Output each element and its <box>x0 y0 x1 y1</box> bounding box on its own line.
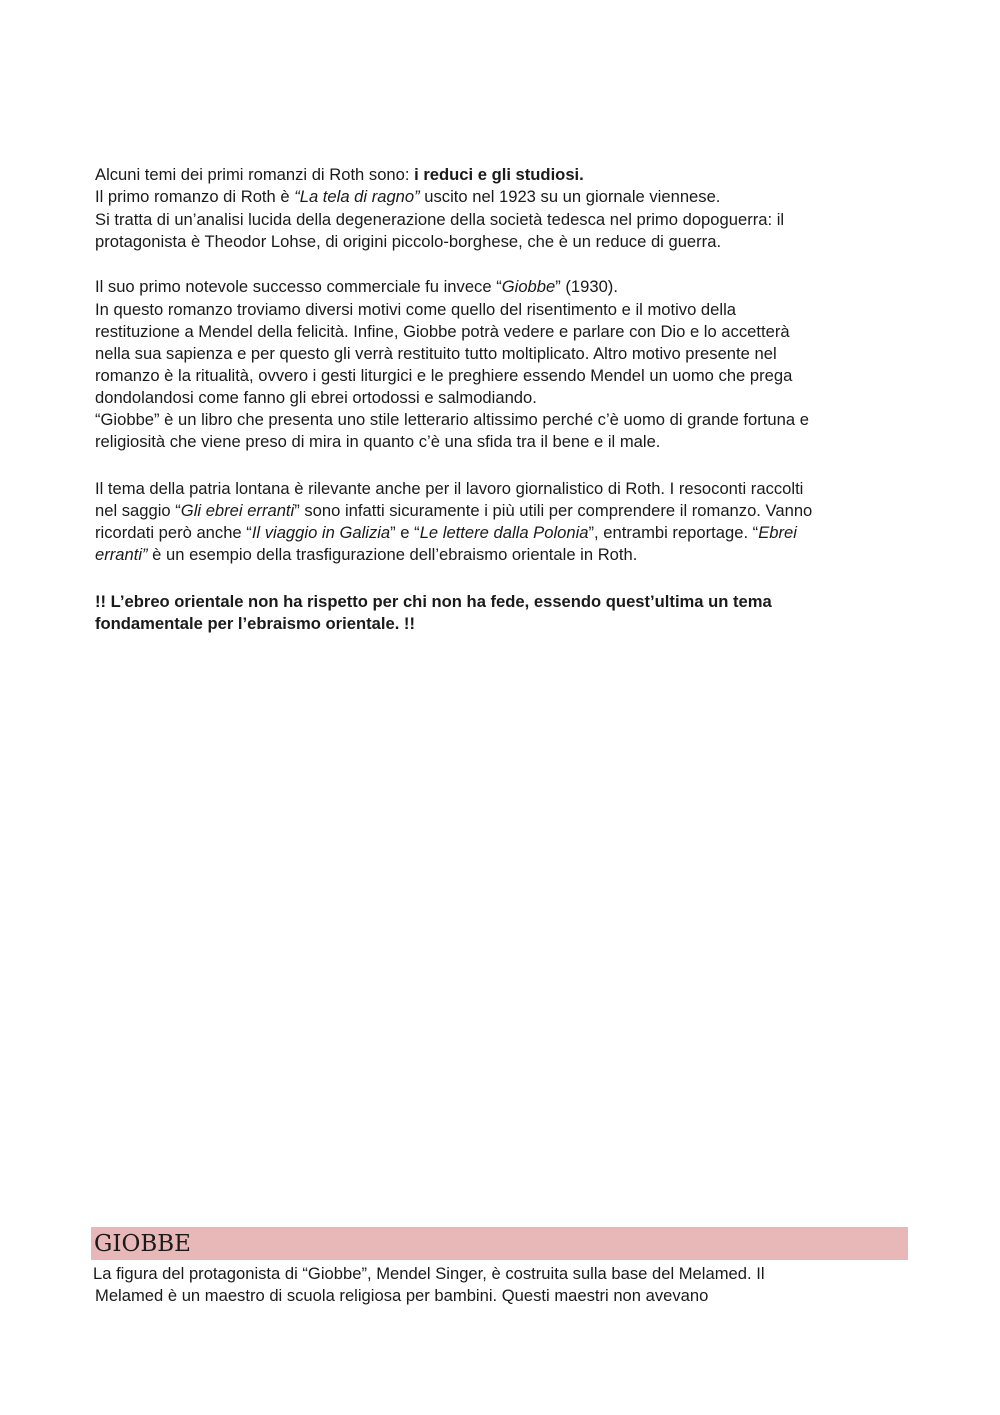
section-heading-bar <box>91 1227 908 1260</box>
p2-line-7: “Giobbe” è un libro che presenta uno stile letterario altissimo perché c’è uomo di grande fortuna e <box>95 410 809 429</box>
p3-line-3 <box>95 522 797 544</box>
section-line-1: La figura del protagonista di “Giobbe”, Mendel Singer, è costruita sulla base del Melamed. Il <box>93 1264 765 1283</box>
section-line-2: Melamed è un maestro di scuola religiosa per bambini. Questi maestri non avevano <box>95 1286 709 1305</box>
bold-text: !! L’ebreo orientale non ha rispetto per chi non ha fede, essendo quest’ultima un tema <box>95 592 772 611</box>
p1-line-4: protagonista è Theodor Lohse, di origini piccolo-borghese, che è un reduce di guerra. <box>95 232 722 251</box>
italic-title: Ebrei <box>758 523 797 542</box>
italic-title: “La tela di ragno” <box>294 187 420 206</box>
text-run: nel saggio “ <box>95 501 181 520</box>
italic-title: Il viaggio in Galizia <box>251 523 391 542</box>
p3-line-1: Il tema della patria lontana è rilevante anche per il lavoro giornalistico di Roth. I resoconti raccolti <box>95 479 804 498</box>
italic-title: Giobbe <box>501 277 556 296</box>
italic-title: Gli ebrei erranti <box>180 501 295 520</box>
p2-line-8: religiosità che viene preso di mira in quanto c’è una sfida tra il bene e il male. <box>95 432 661 451</box>
italic-title: erranti” <box>95 545 148 564</box>
text-run: Alcuni temi dei primi romanzi di Roth sono: <box>95 165 415 184</box>
bold-text: i reduci e gli studiosi. <box>414 165 584 184</box>
p2-line-6: dondolandosi come fanno gli ebrei ortodossi e salmodiando. <box>95 388 537 407</box>
p2-line-3: restituzione a Mendel della felicità. Infine, Giobbe potrà vedere e parlare con Dio e lo accetterà <box>95 322 790 341</box>
bold-text: fondamentale per l’ebraismo orientale. !! <box>95 614 415 633</box>
p4-line-2 <box>95 613 415 635</box>
text-run: Il suo primo notevole successo commerciale fu invece “ <box>95 277 502 296</box>
p2-line-4: nella sua sapienza e per questo gli verrà restituito tutto moltiplicato. Altro motivo presente nel <box>95 344 777 363</box>
italic-title: Le lettere dalla Polonia <box>419 523 589 542</box>
text-run: ” sono infatti sicuramente i più utili per comprendere il romanzo. Vanno <box>294 501 813 520</box>
p2-line-2: In questo romanzo troviamo diversi motivi come quello del risentimento e il motivo della <box>95 300 736 319</box>
text-run: è un esempio della trasfigurazione dell’ebraismo orientale in Roth. <box>147 545 638 564</box>
text-run: ” (1930). <box>555 277 618 296</box>
p2-line-1 <box>95 276 618 298</box>
text-run: ”, entrambi reportage. “ <box>588 523 759 542</box>
p4-line-1 <box>95 591 772 613</box>
p3-line-4 <box>95 544 637 566</box>
p1-line-2 <box>95 186 720 208</box>
text-run: uscito nel 1923 su un giornale viennese. <box>419 187 721 206</box>
p3-line-2 <box>95 500 812 522</box>
p1-line-3: Si tratta di un’analisi lucida della degenerazione della società tedesca nel primo dopoguerra: il <box>95 210 785 229</box>
text-run: ” e “ <box>390 523 420 542</box>
text-run: Il primo romanzo di Roth è <box>95 187 295 206</box>
p1-line-1 <box>95 164 584 186</box>
p2-line-5: romanzo è la ritualità, ovvero i gesti liturgici e le preghiere essendo Mendel un uomo che prega <box>95 366 793 385</box>
text-run: ricordati però anche “ <box>95 523 252 542</box>
section-heading: GIOBBE <box>94 1231 191 1257</box>
